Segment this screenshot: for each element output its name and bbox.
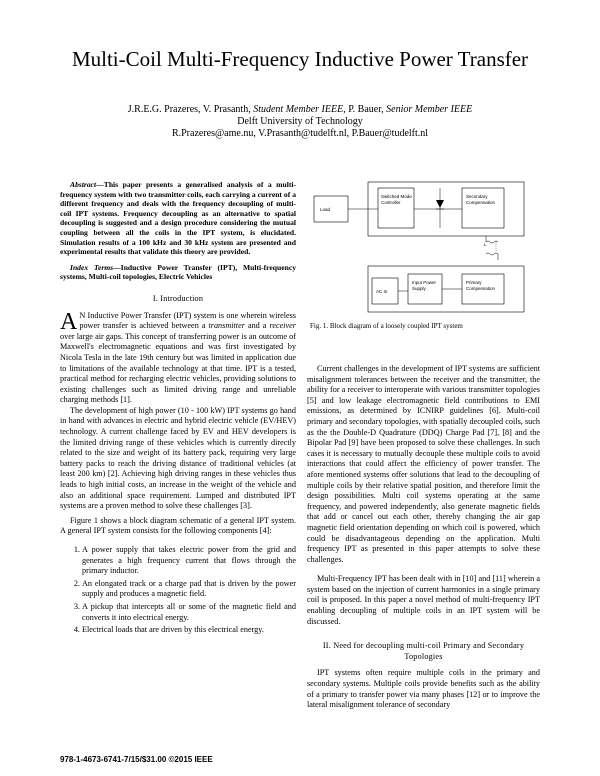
drop-cap: A <box>60 308 78 335</box>
author-role: Student Member IEEE <box>253 104 344 115</box>
figure-caption: Fig. 1. Block diagram of a loosely coupled IPT system <box>310 322 463 330</box>
coil-symbol: L <box>484 242 487 247</box>
index-terms-text: —Inductive Power Transfer (IPT), Multi-frequency systems, Multi-coil topologies, Electric Vehicles <box>60 262 296 282</box>
author-emails: R.Prazeres@ame.nu, V.Prasanth@tudelft.nl, P.Bauer@tudelft.nl <box>171 128 429 139</box>
list-item: 3. A pickup that intercepts all or some of the magnetic field and converts it into electrical energy. <box>82 602 296 623</box>
intro-paragraph-2: The development of high power (10 - 100 kW) IPT systems go hand in hand with advances in electric and hybrid electric vehicle (EV/HEV) technology. A current challenge faced by EV and HEV developers is the limited driving range of these vehicles which is currently directly related to the size and weight of its battery pack, requiring very large battery packs to reach the driving distance of traditional vehicles (at least 200 km) [2]. Achieving high driving ranges in these vehicles thus leads to high initial costs, an increase in the weight of the vehicle and also an additional space requirement. Lumped and distributed IPT systems are a proven method to solve these challenges [3]. <box>60 405 296 511</box>
author-block <box>40 104 560 140</box>
list-item: 2. An elongated track or a charge pad that is driven by the power supply and produces a magnetic field. <box>82 579 296 600</box>
controller-label: Controller <box>381 200 401 205</box>
index-terms <box>60 263 296 282</box>
load-label: Load <box>320 207 331 212</box>
copyright-footer: 978-1-4673-6741-7/15/$31.00 ©2015 IEEE <box>60 755 213 764</box>
paper-title: Multi-Coil Multi-Frequency Inductive Power Transfer <box>71 47 529 71</box>
supply-label: Input Power <box>412 280 437 285</box>
abstract <box>60 180 296 257</box>
author-names: J.R.E.G. Prazeres, V. Prasanth, <box>127 104 254 115</box>
secondary-label: Secondary <box>466 194 488 199</box>
index-terms-label: Index Terms <box>70 262 114 272</box>
right-paragraph-3: IPT systems often require multiple coils in the primary and secondary systems. Multiple coils provide benefits such as the ability of a primary to transfer power via many phases [12] or to improve the lateral misalignment tolerance of secondary <box>307 668 540 710</box>
abstract-text: —This paper presents a generalised analysis of a multi-frequency system with two transmitter coils, each carrying a current of a different frequency and deals with the frequency decoupling of multi-coil IPT systems. Frequency decoupling as an alternative to spatial decoupling is suggested and a design procedure considering the mutual coupling between all the coils in the IPT system, is elucidated. Simulation results of a 100 kHz and 30 kHz system are presented and experimental results that validate this theory are provided. <box>60 180 296 257</box>
author-line <box>40 104 560 116</box>
secondary-label: Compensation <box>466 200 496 205</box>
intro-text: over large air gaps. This concept of transferring power is an outcome of Maxwell's electromagnetic equations and was first investigated by Nicola Tesla in the late 19th century but was limited in application due to limitations of the available technology at that time. IPT is a tested, practical method for recharging electric vehicles, providing solutions to existing challenges such as limited driving range and unreliable charging methods [1]. <box>60 331 296 405</box>
intro-paragraph-1 <box>60 308 296 406</box>
author-role: Senior Member IEEE <box>386 104 473 115</box>
intro-paragraph-3: Figure 1 shows a block diagram schematic of a general IPT system. A general IPT system consists for the following components [4]: <box>60 515 296 536</box>
section-heading-introduction: I. Introduction <box>152 293 204 303</box>
supply-label: Supply <box>412 286 426 291</box>
controller-label: Switched Mode <box>381 194 412 199</box>
term-receiver: receiver <box>269 321 296 331</box>
author-names: , P. Bauer, <box>343 104 387 115</box>
ac-in-label: AC In <box>376 289 388 294</box>
affiliation: Delft University of Technology <box>237 116 363 127</box>
primary-label: Primary <box>466 280 482 285</box>
right-column <box>307 364 540 711</box>
list-item: 4. Electrical loads that are driven by this electrical energy. <box>82 625 296 636</box>
primary-coil-icon <box>486 253 498 260</box>
secondary-coil-icon <box>486 236 498 243</box>
primary-label: Compensation <box>466 286 496 291</box>
left-column <box>60 180 296 638</box>
intro-text: N Inductive Power Transfer (IPT) system is one wherein wireless power transfer is achieved between a <box>79 310 296 331</box>
right-paragraph-1: Current challenges in the development of IPT systems are sufficient misalignment tolerances between the receiver and the transmitter, the ability for a receiver to interoperate with various transmitter topologies [5] and low leakage electromagnetic field contributions to EMI emissions, as determined by ICNIRP guidelines [6]. Multi-coil primary and secondary topologies, with spatially decoupled coils, such as the the Double-D Quadrature (DDQ) Charge Pad [7], [8] and the Bipolar Pad [9] have been proposed to solve these challenges. In such cases it is necessary to mutually decouple these multiple coils to avoid interactions that could affect the efficiency of power transfer. The afore mentioned systems offer solutions that lead to the decoupling of multiple coils by their relative spatial position, and therefore limit the design possibilities. Multi coil systems operating at the same frequency, and powered independently, also generate magnetic fields that add or cancel out each other, thereby changing the air gap magnetic field orientation depending on which coil is powered, which could be disadvantageous depending on the application. Multi frequency IPT as presented in this paper attempts to solve these challenges. <box>307 364 540 564</box>
right-paragraph-2: Multi-Frequency IPT has been dealt with in [10] and [11] wherein a system based on the injection of current harmonics in a single primary coil is proposed. In this paper a novel method of multi-frequency IPT enabling decoupling of multiple coils in an IPT system will be discussed. <box>307 574 540 626</box>
intro-text: and a <box>244 321 270 331</box>
components-list <box>60 545 296 636</box>
block-diagram-figure <box>310 178 540 316</box>
abstract-label: Abstract <box>70 180 97 189</box>
term-transmitter: transmitter <box>208 321 245 331</box>
list-item: 1. A power supply that takes electric power from the grid and generates a high frequency current that flows through the primary inductor. <box>82 545 296 577</box>
section-heading-decoupling: II. Need for decoupling multi-coil Primary and Secondary Topologies <box>322 641 525 661</box>
